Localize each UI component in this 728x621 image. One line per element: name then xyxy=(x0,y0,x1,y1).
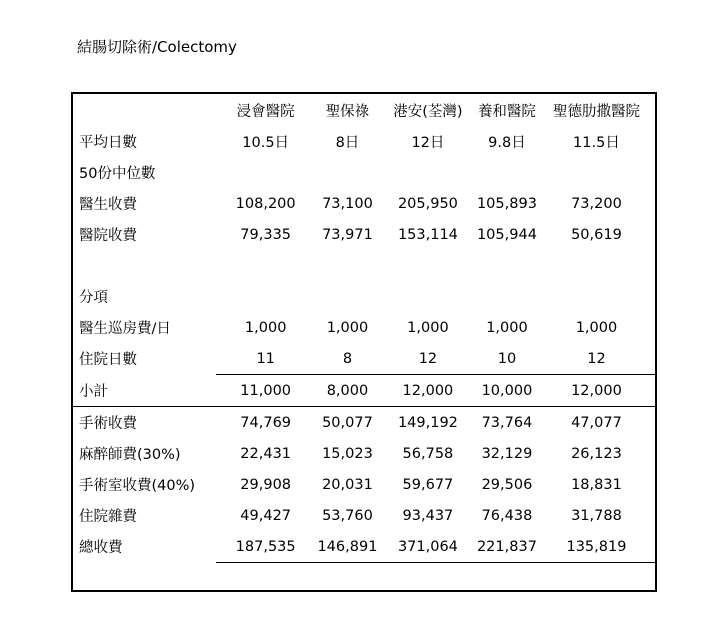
table-row xyxy=(73,250,655,281)
table-cell: 59,677 xyxy=(402,476,454,493)
header-hospital: 養和醫院 xyxy=(477,104,536,120)
table-cell: 12日 xyxy=(411,135,445,151)
table-cell xyxy=(380,281,476,312)
table-row xyxy=(73,219,655,250)
table-row xyxy=(73,126,655,157)
table-cell: 79,335 xyxy=(240,226,292,243)
header-hospital: 浸會醫院 xyxy=(236,104,295,120)
row-label: 醫院收費 xyxy=(79,228,137,244)
table-cell: 9.8日 xyxy=(488,135,526,151)
table-row xyxy=(73,375,655,407)
table-cell: 12,000 xyxy=(538,375,655,407)
row-label: 分項 xyxy=(79,290,108,306)
header-row xyxy=(73,95,655,126)
row-label: 住院日數 xyxy=(79,352,137,369)
table-cell: 93,437 xyxy=(402,507,454,524)
table-cell: 73,971 xyxy=(322,226,373,243)
table-cell: 12 xyxy=(587,350,606,367)
row-label: 醫生巡房費/日 xyxy=(79,321,171,337)
table-cell xyxy=(476,157,538,188)
table-cell: 10 xyxy=(497,350,517,367)
table-row xyxy=(73,407,655,439)
table-cell: 53,760 xyxy=(322,507,373,524)
table-cell xyxy=(476,250,538,281)
table-row xyxy=(73,500,655,531)
table-cell: 10,000 xyxy=(476,375,538,407)
header-corner-cell xyxy=(73,95,216,126)
table-cell xyxy=(216,281,315,312)
table-cell xyxy=(380,157,476,188)
table-cell: 56,758 xyxy=(402,445,454,462)
table-cell xyxy=(315,250,380,281)
header-hospital: 聖保祿 xyxy=(325,104,370,120)
table-cell: 187,535 xyxy=(216,531,315,563)
table-row xyxy=(73,281,655,312)
table-cell: 31,788 xyxy=(571,507,622,524)
table-cell: 74,769 xyxy=(216,407,315,439)
table-cell: 10.5日 xyxy=(242,135,290,151)
table-cell: 1,000 xyxy=(486,319,528,336)
table-cell: 1,000 xyxy=(244,319,287,336)
table-cell: 149,192 xyxy=(380,407,476,439)
fee-comparison-table xyxy=(73,95,655,563)
table-cell: 73,100 xyxy=(322,195,373,212)
table-cell: 73,764 xyxy=(476,407,538,439)
table-cell: 221,837 xyxy=(476,531,538,563)
table-cell: 22,431 xyxy=(240,445,292,462)
table-cell: 18,831 xyxy=(571,476,622,493)
table-cell: 1,000 xyxy=(407,319,449,336)
table-cell: 371,064 xyxy=(380,531,476,563)
table-cell: 11,000 xyxy=(216,375,315,407)
table-cell: 1,000 xyxy=(575,319,618,336)
table-cell: 146,891 xyxy=(315,531,380,563)
table-cell: 12 xyxy=(418,350,438,367)
row-label: 小計 xyxy=(79,383,108,400)
table-cell xyxy=(216,250,315,281)
table-cell: 1,000 xyxy=(326,319,369,336)
table-cell xyxy=(538,157,655,188)
table-cell: 32,129 xyxy=(481,445,533,462)
table-cell: 29,908 xyxy=(240,476,292,493)
table-cell xyxy=(476,281,538,312)
table-row xyxy=(73,157,655,188)
table-cell: 205,950 xyxy=(397,195,458,212)
row-label: 手術收費 xyxy=(73,407,216,439)
table-cell: 47,077 xyxy=(538,407,655,439)
table-cell: 105,893 xyxy=(476,195,537,212)
table-row xyxy=(73,343,655,375)
table-cell: 29,506 xyxy=(481,476,533,493)
table-cell: 11.5日 xyxy=(573,135,620,151)
table-cell: 20,031 xyxy=(322,476,373,493)
header-hospital: 港安(荃灣) xyxy=(393,104,463,120)
row-label: 住院雜費 xyxy=(79,509,137,525)
document-title: 結腸切除術/Colectomy xyxy=(77,38,237,56)
table-cell: 8 xyxy=(342,350,353,367)
row-label: 麻醉師費(30%) xyxy=(79,447,181,463)
table-cell xyxy=(538,250,655,281)
table-cell: 135,819 xyxy=(538,531,655,563)
table-cell: 8日 xyxy=(335,135,360,151)
table-row xyxy=(73,312,655,343)
table-body xyxy=(73,95,655,563)
table-cell xyxy=(216,157,315,188)
row-label: 總收費 xyxy=(79,540,123,557)
table-row xyxy=(73,469,655,500)
table-cell: 73,200 xyxy=(571,195,622,212)
row-label: 手術室收費(40%) xyxy=(79,478,196,494)
row-label xyxy=(73,250,216,281)
table-cell: 8,000 xyxy=(315,375,380,407)
table-cell: 76,438 xyxy=(481,507,533,524)
table-cell: 11 xyxy=(256,350,275,367)
table-cell xyxy=(538,281,655,312)
table-cell: 26,123 xyxy=(571,445,622,462)
table-cell: 50,619 xyxy=(571,226,622,243)
header-hospital: 聖德肋撒醫院 xyxy=(552,104,640,120)
table-row xyxy=(73,438,655,469)
fee-comparison-table-frame xyxy=(71,92,657,592)
table-cell: 15,023 xyxy=(322,445,373,462)
table-cell xyxy=(315,157,380,188)
table-cell xyxy=(315,281,380,312)
table-cell: 108,200 xyxy=(235,195,296,212)
row-label: 醫生收費 xyxy=(79,197,137,213)
table-cell xyxy=(380,250,476,281)
table-row xyxy=(73,531,655,563)
table-cell: 153,114 xyxy=(397,226,458,243)
table-cell: 50,077 xyxy=(315,407,380,439)
row-label: 平均日數 xyxy=(79,135,137,151)
table-row xyxy=(73,188,655,219)
table-cell: 49,427 xyxy=(240,507,292,524)
table-cell: 12,000 xyxy=(380,375,476,407)
row-label: 50份中位數 xyxy=(79,166,156,182)
table-cell: 105,944 xyxy=(476,226,537,243)
